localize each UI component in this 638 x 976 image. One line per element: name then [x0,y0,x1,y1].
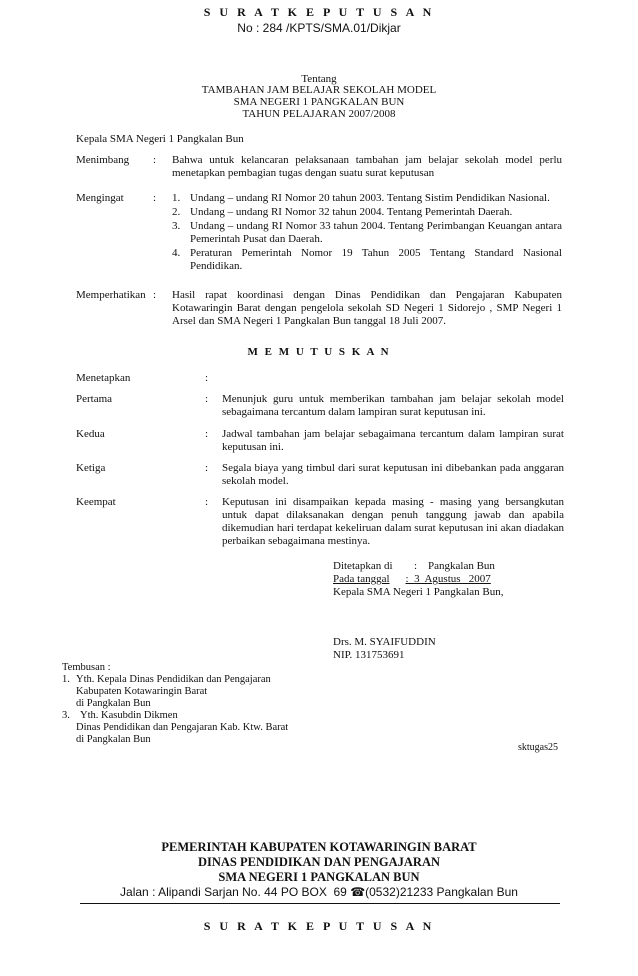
mengingat-item [172,192,562,205]
tembusan-item [62,674,288,710]
subject-line-2: SMA NEGERI 1 PANGKALAN BUN [233,96,405,108]
mengingat-item [172,247,562,273]
tembusan-number: 3. [62,710,70,721]
signer-name: Drs. M. SYAIFUDDIN [333,636,436,648]
menimbang-text: Bahwa untuk kelancaran pelaksanaan tambahan jam belajar sekolah model perlu menetapkan pembagian tugas dengan suatu surat keputusan [172,154,562,179]
memperhatikan-colon: : [153,289,157,301]
decision-colon: : [205,428,209,440]
letterhead-line-2: DINAS PENDIDIKAN DAN PENGAJARAN [197,855,441,869]
date-label: Pada tanggal [333,573,390,585]
memperhatikan-text: Hasil rapat koordinasi dengan Dinas Pendidikan dan Pengajaran Kabupaten Kotawaringin Barat dengan pengelola sekolah SD Negeri 1 Sidorejo , SMP Negeri 1 Arsel dan SMA Negeri 1 Pangkalan Bun tanggal 18 Juli 2007. [172,289,562,327]
tembusan-line: Yth. Kasubdin Dikmen [80,710,178,721]
item-number: 4. [172,247,181,259]
signer-role: Kepala SMA Negeri 1 Pangkalan Bun, [333,586,504,598]
tembusan-line: Dinas Pendidikan dan Pengajaran Kab. Ktw. Barat [76,722,289,733]
decision-text-kedua: Jadwal tambahan jam belajar sebagaimana tercantum dalam lampiran surat keputusan ini. [222,428,564,453]
mengingat-colon: : [153,192,157,204]
letterhead-divider [80,903,560,904]
tembusan-line: di Pangkalan Bun [76,734,151,745]
item-number: 1. [172,192,181,204]
tembusan-line: Yth. Kepala Dinas Pendidikan dan Pengajaran [76,674,271,685]
document-code: sktugas25 [518,742,558,753]
address-text: Jalan : Alipandi Sarjan No. 44 PO BOX 69 [120,885,351,899]
item-text: Undang – undang RI Nomor 32 tahun 2004. Tentang Pemerintah Daerah. [190,206,513,218]
document-number: No : 284 /KPTS/SMA.01/Dikjar [237,21,401,35]
mengingat-item [172,206,562,219]
letterhead-line-1: PEMERINTAH KABUPATEN KOTAWARINGIN BARAT [161,840,477,854]
item-number: 3. [172,220,181,232]
signer-nip: NIP. 131753691 [333,649,405,661]
tembusan-line: Kabupaten Kotawaringin Barat [76,686,208,697]
tembusan-number: 1. [62,674,70,685]
mengingat-item [172,220,562,246]
place-label: Ditetapkan di [333,560,393,572]
decision-label-pertama: Pertama [76,393,113,405]
letterhead-address [0,885,638,900]
menimbang-label: Menimbang [76,154,130,166]
item-text: Peraturan Pemerintah Nomor 19 Tahun 2005 Tentang Standard Nasional Pendidikan. [190,247,562,272]
decision-text-pertama: Menunjuk guru untuk memberikan tambahan jam belajar sekolah model sebagaimana tercantum dalam lampiran surat keputusan ini. [222,393,564,418]
decision-text-ketiga: Segala biaya yang timbul dari surat keputusan ini dibebankan pada anggaran sekolah model. [222,462,564,487]
memutuskan-heading: M E M U T U S K A N [247,346,391,358]
subject-line-1: TAMBAHAN JAM BELAJAR SEKOLAH MODEL [201,84,437,96]
memperhatikan-label: Memperhatikan [76,289,146,301]
date-row: Pada tanggal : 3 Agustus 2007 [333,573,491,585]
address-phone: (0532)21233 Pangkalan Bun [365,885,518,899]
document-title: S U R A T K E P U T U S A N [203,5,435,19]
mengingat-label: Mengingat [76,192,124,204]
menimbang-colon: : [153,154,157,166]
issuer: Kepala SMA Negeri 1 Pangkalan Bun [76,133,244,145]
decision-text-keempat: Keputusan ini disampaikan kepada masing - masing yang bersangkutan untuk dapat dilaksanakan dengan penuh tanggung jawab dan apabila dikemudian hari terdapat kekeliruan dalam surat keputusan ini akan diadakan perbaikan sebagaimana mestinya. [222,496,564,547]
tembusan-item [62,710,288,746]
decision-colon: : [205,372,209,384]
decision-colon: : [205,496,209,508]
decision-label-menetapkan: Menetapkan [76,372,131,384]
place-value: Pangkalan Bun [428,560,495,572]
date-value: 3 Agustus 2007 [414,573,491,585]
place-colon: : [414,560,418,572]
item-text: Undang – undang RI Nomor 33 tahun 2004. Tentang Perimbangan Keuangan antara Pemerintah Pusat dan Daerah. [190,220,562,245]
item-text: Undang – undang RI Nomor 20 tahun 2003. Tentang Sistim Pendidikan Nasional. [190,192,550,204]
decision-colon: : [205,462,209,474]
decision-label-ketiga: Ketiga [76,462,106,474]
mengingat-list [172,192,562,273]
letterhead-line-3: SMA NEGERI 1 PANGKALAN BUN [218,870,420,884]
telephone-icon: ☎ [350,885,366,899]
item-number: 2. [172,206,181,218]
tembusan-line: di Pangkalan Bun [76,698,151,709]
footer-document-title: S U R A T K E P U T U S A N [203,919,435,933]
tentang-label: Tentang [301,73,337,85]
decision-label-keempat: Keempat [76,496,116,508]
subject-line-3: TAHUN PELAJARAN 2007/2008 [242,108,396,120]
tembusan-label: Tembusan : [62,662,111,673]
decision-colon: : [205,393,209,405]
tembusan-block [62,662,288,746]
decision-label-kedua: Kedua [76,428,105,440]
